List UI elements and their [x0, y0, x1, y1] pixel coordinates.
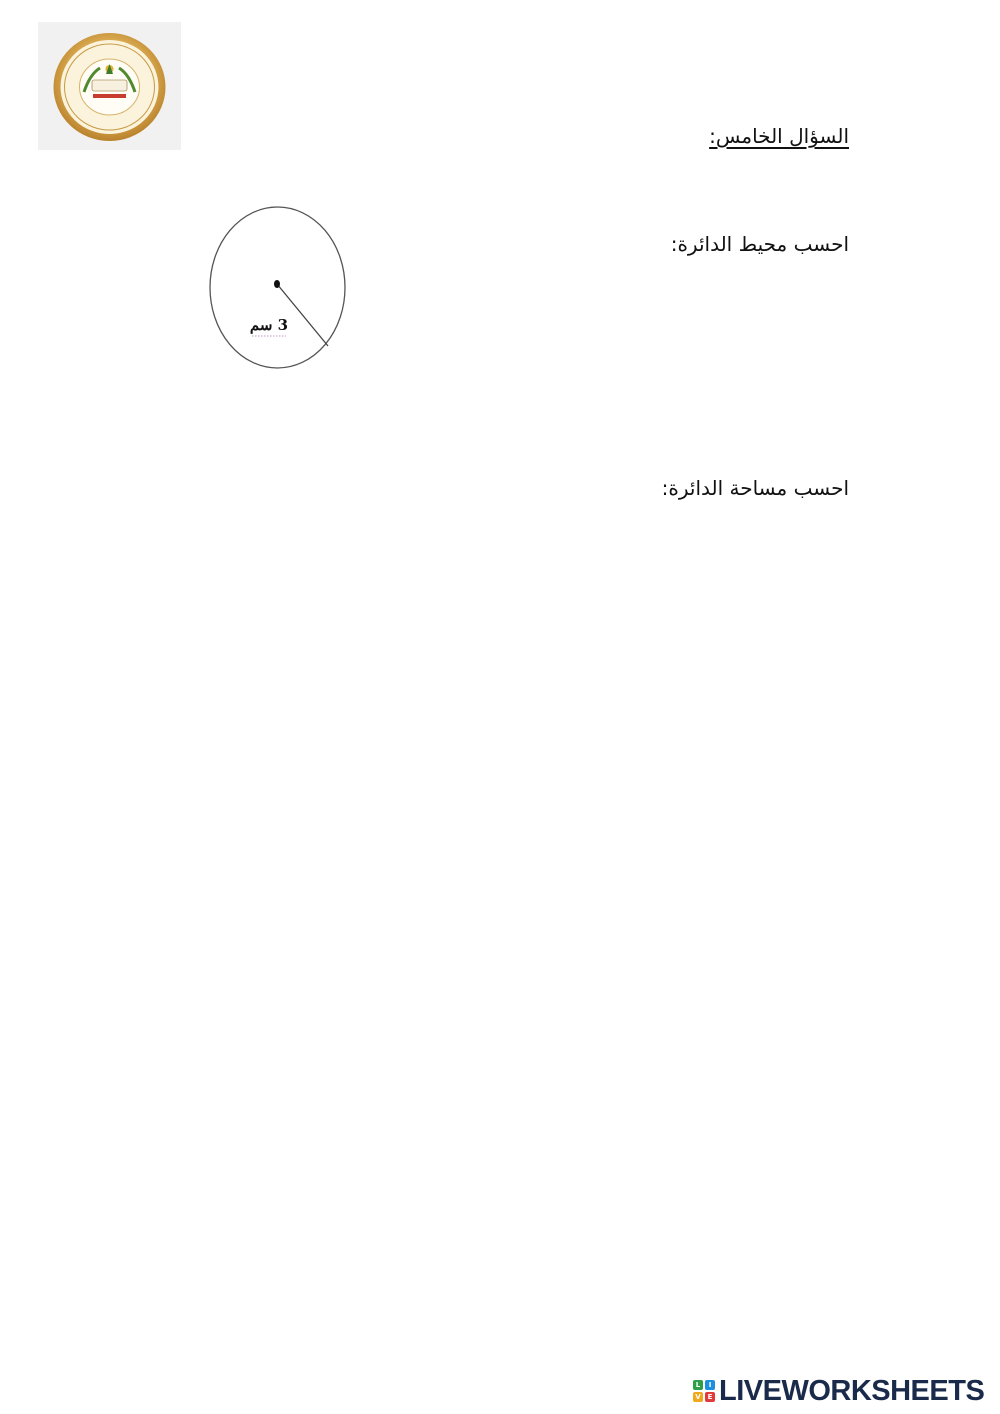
radius-line: [277, 284, 328, 346]
area-prompt: احسب مساحة الدائرة:: [661, 476, 849, 500]
brand-mark-v: V: [693, 1392, 703, 1402]
brand-name: LIVEWORKSHEETS: [719, 1374, 985, 1407]
perimeter-prompt: احسب محيط الدائرة:: [670, 232, 849, 256]
question-title: السؤال الخامس:: [709, 124, 849, 148]
brand-mark-i: I: [705, 1380, 715, 1390]
school-seal-icon: [38, 22, 181, 150]
liveworksheets-logo-icon: [693, 1380, 715, 1402]
brand-mark-l: L: [693, 1380, 703, 1390]
radius-label: 3 سم: [249, 316, 289, 334]
brand-mark-e: E: [705, 1392, 715, 1402]
school-logo: [38, 22, 181, 150]
circle-figure: [200, 200, 360, 380]
liveworksheets-brand: [693, 1374, 984, 1408]
center-point: [274, 280, 280, 288]
